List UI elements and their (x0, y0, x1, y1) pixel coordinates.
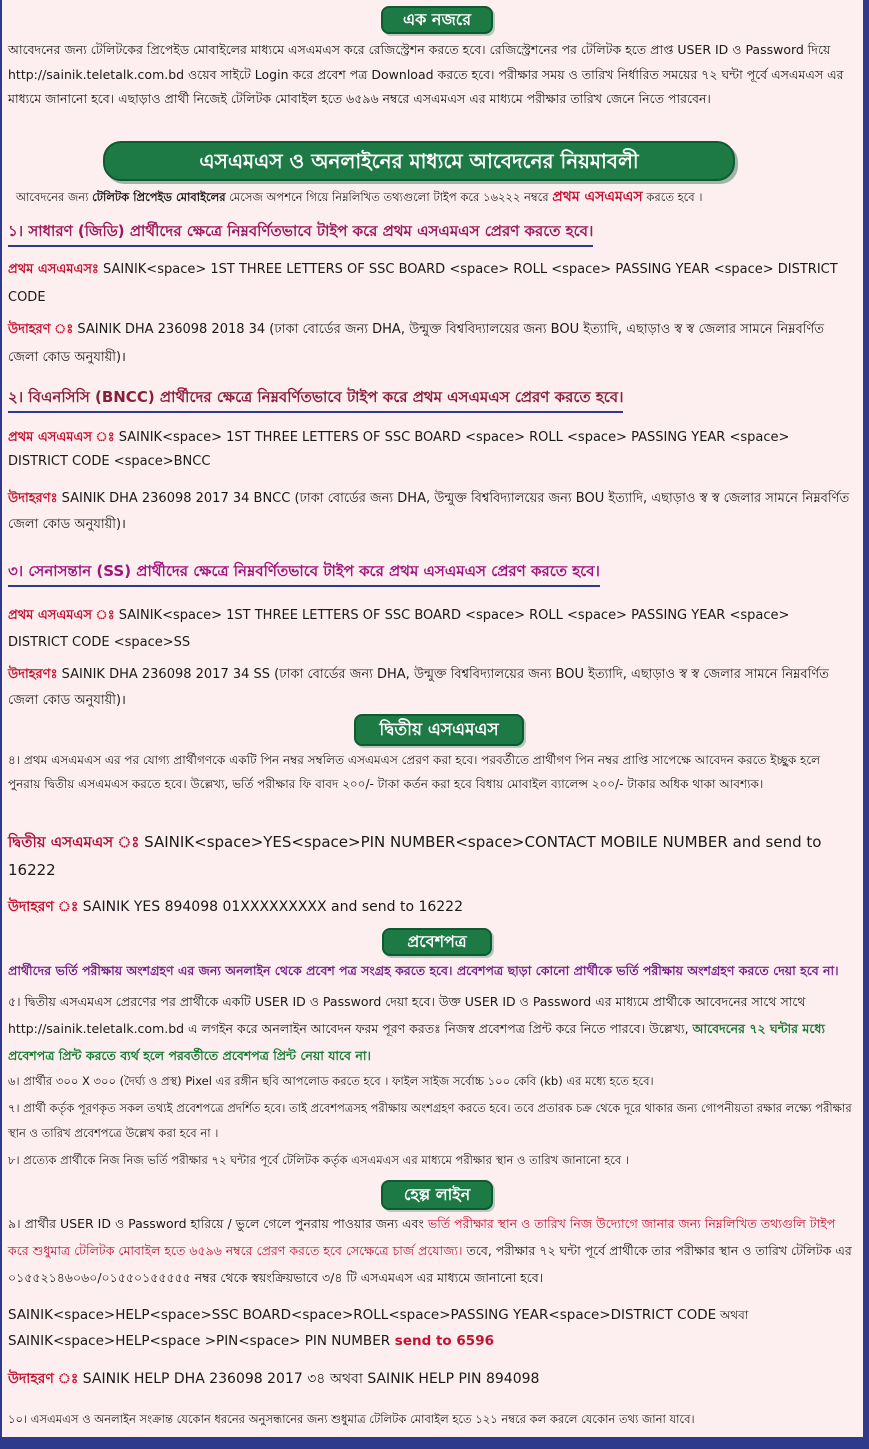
instruction-9-part-b: ভর্তি পরীক্ষার স্থান ও তারিখ নিজ উদ্যোগে জানার জন্য নিম্নলিখিত তথ্যগুলি টাইপ করে শুধুমাত্র টেলিটক মোবাইল হতে ৬৫৯৬ নম্বরে প্রেরণ করতে হবে সেক্ষেত্রে চার্জ প্রযোজ্য। (8, 1216, 836, 1258)
bncc-example (8, 486, 853, 538)
helpline-send-to: send to 6596 (390, 1333, 494, 1349)
example-text: SAINIK DHA 236098 2017 34 BNCC (ঢাকা বোর্ডের জন্য DHA, উন্মুক্ত বিশ্ববিদ্যালয়ের জন্য BOU ইত্যাদি, এছাড়াও স্ব স্ব জেলার সামনে নিম্নবর্ণিত জেলা কোড অনুযায়ী)। (8, 491, 850, 532)
helpline-format-2: SAINIK<space>HELP<space >PIN<space> PIN NUMBER (8, 1333, 391, 1349)
example-label: উদাহরণ ঃ (8, 322, 74, 337)
bncc-first-sms (8, 426, 853, 474)
section-title-admit-card: প্রবেশপত্র (382, 928, 492, 956)
instruction-9-part-a: ৯। প্রার্থীর USER ID ও Password হারিয়ে / ভুলে গেলে পুনরায় পাওয়ার জন্য এবং (8, 1216, 424, 1231)
helpline-format (8, 1302, 853, 1354)
instruction-9 (8, 1210, 853, 1291)
heading-general-candidates-wrap (8, 218, 853, 247)
intro-part-c: মেসেজ অপশনে গিয়ে নিম্নলিখিত তথ্যগুলো টাইপ করে ১৬২২২ নম্বরে (229, 190, 549, 204)
example-text: SAINIK YES 894098 01XXXXXXXXX and send to 16222 (78, 899, 463, 915)
ss-example (8, 662, 853, 714)
instruction-6: ৬। প্রার্থীর ৩০০ X ৩০০ (দৈর্ঘ্য ও প্রস্থ) Pixel এর রঙ্গীন ছবি আপলোড করতে হবে । ফাইল সাইজ সর্বোচ্চ ১০০ কেবি (kb) এর মধ্যে হতে হবে। (8, 1074, 654, 1088)
section-title-helpline: হেল্প লাইন (381, 1180, 493, 1210)
intro-part-b: টেলিটক প্রিপেইড মোবাইলের (92, 190, 226, 204)
first-sms-label: প্রথম এসএমএস ঃ (8, 608, 115, 623)
first-sms-format: SAINIK<space> 1ST THREE LETTERS OF SSC BOARD <space> ROLL <space> PASSING YEAR <space> DISTRICT CODE (8, 262, 838, 305)
heading-general-candidates: ১। সাধারণ (জিডি) প্রার্থীদের ক্ষেত্রে নিম্নবর্ণিতভাবে টাইপ করে প্রথম এসএমএস প্রেরণ করতে হবে। (8, 218, 593, 247)
instruction-9-part-c: তবে, পরীক্ষার ৭২ ঘন্টা পূর্বে প্রার্থীকে তার পরীক্ষার স্থান ও তারিখ টেলিটক এর ০১৫৫২১৪৬০৬০/০১৫৫০১৫৫৫৫৫ নম্বর থেকে স্বয়ংক্রিয়ভাবে ৩/৪ টি এসএমএস এর মাধ্যমে জানানো হবে। (8, 1243, 852, 1285)
instruction-5 (8, 988, 853, 1069)
general-example (8, 316, 853, 372)
heading-bncc-candidates: ২। বিএনসিসি (BNCC) প্রার্থীদের ক্ষেত্রে নিম্নবর্ণিতভাবে টাইপ করে প্রথম এসএমএস প্রেরণ করতে হবে। (8, 384, 623, 413)
instruction-8: ৮। প্রত্যেক প্রার্থীকে নিজ নিজ ভর্তি পরীক্ষার ৭২ ঘন্টার পূর্বে টেলিটক কর্তৃক এসএমএস এর মাধ্যমে পরীক্ষার স্থান ও তারিখ জানানো হবে । (8, 1153, 630, 1167)
heading-ss-wrap (8, 558, 853, 587)
bottom-border (0, 1437, 869, 1449)
example-text: SAINIK DHA 236098 2017 34 SS (ঢাকা বোর্ডের জন্য DHA, উন্মুক্ত বিশ্ববিদ্যালয়ের জন্য BOU ইত্যাদি, এছাড়াও স্ব স্ব জেলার সামনে নিম্নবর্ণিত জেলা কোড অনুযায়ী)। (8, 667, 829, 708)
instruction-7: ৭। প্রার্থী কর্তৃক পূরণকৃত সকল তথ্যই প্রবেশপত্রে প্রদর্শিত হবে। তাই প্রবেশপত্রসহ পরীক্ষায় অংশগ্রহণ করতে হবে। তবে প্রতারক চক্র থেকে দূরে থাকার জন্য গোপনীয়তা রক্ষার লক্ষ্যে পরীক্ষার স্থান ও তারিখ প্রবেশপত্রে উল্লেখ করা হবে না । (8, 1101, 852, 1140)
second-sms-paragraph: ৪। প্রথম এসএমএস এর পর যোগ্য প্রার্থীগণকে একটি পিন নম্বর সম্বলিত এসএমএস প্রেরণ করা হবে। পরবর্তীতে প্রার্থীগণ পিন নম্বর প্রাপ্তি সাপেক্ষে আবেদন করতে ইচ্ছুক হলে পুনরায় দ্বিতীয় এসএমএস করতে হবে। উল্লেখ্য, ভর্তি পরীক্ষার ফি বাবদ ২০০/- টাকা কর্তন করা হবে বিধায় মোবাইল ব্যালেন্স ২০০/- টাকার অধিক থাকা আবশ্যক। (8, 753, 821, 791)
example-label: উদাহরণ ঃ (8, 1371, 79, 1387)
instruction-5-text: ৫। দ্বিতীয় এসএমএস প্রেরণের পর প্রার্থীকে একটি USER ID ও Password দেয়া হবে। উক্ত USER ID ও Password এর মাধ্যমে প্রার্থীকে আবেদনের সাথে সাথে http://sainik.teletalk.com.bd এ লগইন করে অনলাইন আবেদন ফরম পূরণ করতঃ নিজস্ব প্রবেশপত্র প্রিন্ট করে নিতে পারবে। উল্লেখ্য, (8, 994, 806, 1036)
instruction-5-warning: আবেদনের ৭২ ঘন্টার মধ্যে প্রবেশপত্র প্রিন্ট করতে ব্যর্থ হলে পরবর্তীতে প্রবেশপত্র প্রিন্ট নেয়া যাবে না। (8, 1021, 825, 1063)
instruction-10: ১০। এসএমএস ও অনলাইন সংক্রান্ত যেকোন ধরনের অনুসন্ধানের জন্য শুধুমাত্র টেলিটক মোবাইল হতে ১২১ নম্বরে কল করলে যেকোন তথ্য জানা যাবে। (8, 1412, 695, 1426)
example-label: উদাহরণ ঃ (8, 899, 79, 915)
admit-card-notice: প্রার্থীদের ভর্তি পরীক্ষায় অংশগ্রহণ এর জন্য অনলাইন থেকে প্রবেশ পত্র সংগ্রহ করতে হবে। প্রবেশপত্র ছাড়া কোনো প্রার্থীকে ভর্তি পরীক্ষায় অংশগ্রহণ করতে দেয়া হবে না। (8, 963, 839, 978)
overview-paragraph: আবেদনের জন্য টেলিটকের প্রিপেইড মোবাইলের মাধ্যমে এসএমএস করে রেজিস্ট্রেশন করতে হবে। রেজিস্ট্রেশনের পর টেলিটক হতে প্রাপ্ত USER ID ও Password দিয়ে http://sainik.teletalk.com.bd ওয়েব সাইটে Login করে প্রবেশ পত্র Download করতে হবে। পরীক্ষার সময় ও তারিখ নির্ধারিত সময়ের ৭২ ঘন্টা পূর্বে এসএমএস এর মাধ্যমে জানানো হবে। এছাড়াও প্রার্থী নিজেই টেলিটক মোবাইল হতে ৬৫৯৬ নম্বরে এসএমএস এর মাধ্যমে পরীক্ষার তারিখ জেনে নিতে পারবেন। (8, 42, 844, 106)
section-title-at-a-glance: এক নজরে (381, 6, 493, 34)
second-sms-example (8, 894, 853, 920)
second-sms-format (8, 828, 853, 884)
ss-first-sms (8, 602, 853, 656)
second-sms-text: SAINIK<space>YES<space>PIN NUMBER<space>CONTACT MOBILE NUMBER and send to 16222 (8, 833, 822, 879)
heading-ss-candidates: ৩। সেনাসন্তান (SS) প্রার্থীদের ক্ষেত্রে নিম্নবর্ণিতভাবে টাইপ করে প্রথম এসএমএস প্রেরণ করতে হবে। (8, 558, 600, 587)
intro-part-a: আবেদনের জন্য (16, 190, 89, 204)
intro-part-e: করতে হবে । (646, 190, 703, 204)
heading-bncc-wrap (8, 384, 853, 413)
first-sms-label: প্রথম এসএমএস ঃ (8, 430, 115, 445)
intro-first-sms: প্রথম এসএমএস (552, 189, 643, 205)
general-first-sms (8, 256, 853, 312)
helpline-format-1: SAINIK<space>HELP<space>SSC BOARD<space>ROLL<space>PASSING YEAR<space>DISTRICT CODE (8, 1307, 717, 1323)
example-label: উদাহরণঃ (8, 667, 58, 682)
first-sms-format: SAINIK<space> 1ST THREE LETTERS OF SSC BOARD <space> ROLL <space> PASSING YEAR <space> DISTRICT CODE <space>BNCC (8, 430, 790, 469)
helpline-or: অথবা (716, 1308, 749, 1322)
section-title-second-sms: দ্বিতীয় এসএমএস (354, 714, 524, 746)
example-label: উদাহরণঃ (8, 491, 58, 506)
helpline-example (8, 1366, 853, 1392)
second-sms-label: দ্বিতীয় এসএমএস ঃ (8, 833, 140, 851)
example-text: SAINIK DHA 236098 2018 34 (ঢাকা বোর্ডের জন্য DHA, উন্মুক্ত বিশ্ববিদ্যালয়ের জন্য BOU ইত্যাদি, এছাড়াও স্ব স্ব জেলার সামনে নিম্নবর্ণিত জেলা কোড অনুযায়ী)। (8, 322, 825, 365)
first-sms-format: SAINIK<space> 1ST THREE LETTERS OF SSC BOARD <space> ROLL <space> PASSING YEAR <space> DISTRICT CODE <space>SS (8, 608, 790, 650)
rules-intro (16, 186, 861, 209)
example-text: SAINIK HELP DHA 236098 2017 ৩৪ অথবা SAINIK HELP PIN 894098 (78, 1371, 540, 1387)
section-title-application-rules: এসএমএস ও অনলাইনের মাধ্যমে আবেদনের নিয়মাবলী (103, 141, 735, 181)
first-sms-label: প্রথম এসএমএসঃ (8, 262, 99, 277)
